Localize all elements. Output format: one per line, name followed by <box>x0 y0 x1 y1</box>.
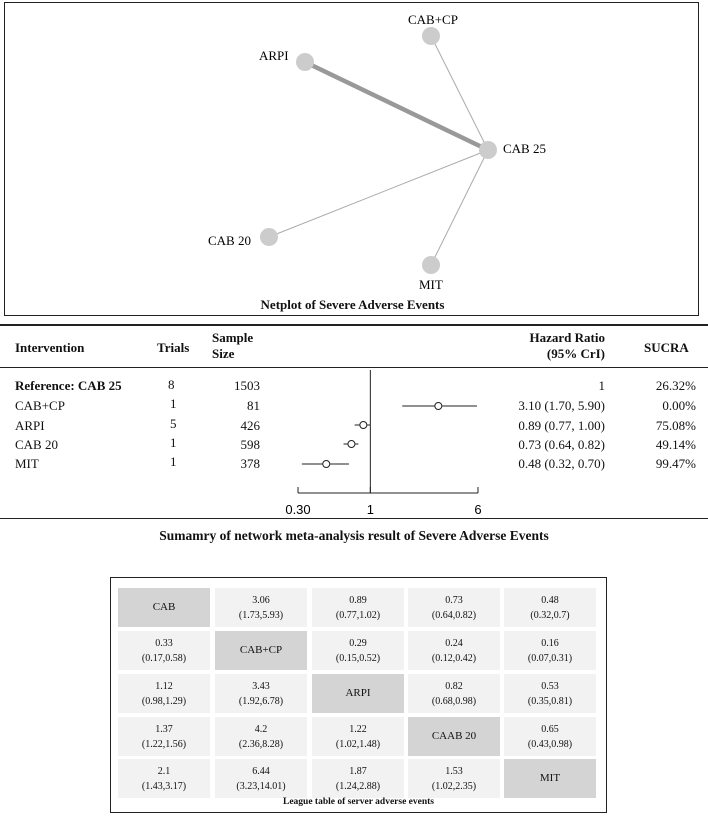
league-cell-ci: (0.98,1.29) <box>141 695 187 707</box>
league-diagonal-cell: CAB+CP <box>215 631 307 670</box>
league-cell <box>118 631 210 670</box>
league-cell-ci: (3.23,14.01) <box>236 780 286 792</box>
row-name: ARPI <box>15 418 45 433</box>
league-cell-ci: (0.35,0.81) <box>527 695 573 707</box>
row-name: CAB 20 <box>15 437 58 452</box>
league-cell <box>215 588 307 627</box>
netplot-graph <box>5 3 700 317</box>
league-cell <box>215 717 307 756</box>
header-sample-line1: Sample <box>212 330 254 345</box>
netplot-edge-arpi-cab25 <box>305 62 488 150</box>
netplot-node-arpi <box>296 53 314 71</box>
league-cell-value: 1.37 <box>155 723 173 735</box>
league-cell <box>118 759 210 798</box>
league-cell-value: 0.82 <box>445 680 463 692</box>
league-diagonal-cell: MIT <box>504 759 596 798</box>
forest-plot <box>280 368 500 518</box>
league-cell-ci: (1.02,1.48) <box>335 738 381 750</box>
netplot-caption: Netplot of Severe Adverse Events <box>260 297 445 312</box>
league-cell <box>118 674 210 713</box>
row-name: MIT <box>15 456 39 471</box>
forest-point-cab-20 <box>348 441 355 448</box>
forest-tick-label: 0.30 <box>285 502 311 517</box>
header-sucra: SUCRA <box>644 340 689 355</box>
league-diagonal-cell: CAAB 20 <box>408 717 500 756</box>
netplot-edge-cabcp-cab25 <box>431 36 488 150</box>
row-sample: 81 <box>247 398 260 413</box>
row-trials: 1 <box>170 396 177 411</box>
row-hr: 0.48 (0.32, 0.70) <box>518 456 605 471</box>
netplot-node-cab25 <box>479 141 497 159</box>
row-sucra: 75.08% <box>655 418 696 433</box>
row-sample: 378 <box>240 456 260 471</box>
netplot-node-label: CAB+CP <box>408 12 458 27</box>
forest-point-arpi <box>360 422 367 429</box>
league-cell-value: 0.48 <box>541 594 559 606</box>
league-cell-ci: (0.17,0.58) <box>141 652 187 664</box>
row-trials: 5 <box>170 416 177 431</box>
league-cell <box>312 717 404 756</box>
league-cell-value: 0.89 <box>349 594 367 606</box>
league-cell <box>504 588 596 627</box>
netplot-panel <box>4 2 699 316</box>
row-hr: 3.10 (1.70, 5.90) <box>518 398 605 413</box>
league-cell-ci: (0.77,1.02) <box>335 609 381 621</box>
league-cell-ci: (0.15,0.52) <box>335 652 381 664</box>
row-hr: 1 <box>598 378 605 393</box>
league-cell-value: 0.24 <box>445 637 463 649</box>
league-cell <box>504 674 596 713</box>
league-cell <box>118 717 210 756</box>
league-cell-ci: (0.64,0.82) <box>431 609 477 621</box>
league-cell-value: 0.33 <box>155 637 173 649</box>
netplot-node-label: ARPI <box>259 48 289 63</box>
league-table <box>110 577 607 813</box>
table-bottom-rule <box>0 518 708 519</box>
league-cell-ci: (0.68,0.98) <box>431 695 477 707</box>
header-hr-line2: (95% CrI) <box>546 346 605 361</box>
netplot-node-cabcp <box>422 27 440 45</box>
header-intervention: Intervention <box>15 340 85 355</box>
header-sample-line2: Size <box>212 346 235 361</box>
league-cell-ci: (1.73,5.93) <box>238 609 284 621</box>
league-cell-ci: (0.07,0.31) <box>527 652 573 664</box>
league-cell-value: 1.12 <box>155 680 173 692</box>
league-cell <box>312 631 404 670</box>
row-trials: 1 <box>170 435 177 450</box>
league-cell-ci: (2.36,8.28) <box>238 738 284 750</box>
league-cell-value: 6.44 <box>252 765 270 777</box>
league-cell-ci: (1.43,3.17) <box>141 780 187 792</box>
league-cell-ci: (0.12,0.42) <box>431 652 477 664</box>
row-hr: 0.73 (0.64, 0.82) <box>518 437 605 452</box>
row-sucra: 26.32% <box>655 378 696 393</box>
league-cell-value: 1.53 <box>445 765 463 777</box>
league-cell-ci: (1.92,6.78) <box>238 695 284 707</box>
row-sample: 1503 <box>234 378 260 393</box>
row-trials: 8 <box>168 377 175 392</box>
league-caption: League table of server adverse events <box>283 797 434 807</box>
league-cell-ci: (0.43,0.98) <box>527 738 573 750</box>
league-cell-ci: (1.24,2.88) <box>335 780 381 792</box>
row-sample: 426 <box>240 418 260 433</box>
league-cell-value: 0.29 <box>349 637 367 649</box>
league-cell-ci: (1.22,1.56) <box>141 738 187 750</box>
league-diagonal-cell: CAB <box>118 588 210 627</box>
netplot-node-label: CAB 20 <box>208 233 251 248</box>
league-cell <box>312 759 404 798</box>
league-cell-value: 1.22 <box>349 723 367 735</box>
header-hr-line1: Hazard Ratio <box>529 330 605 345</box>
header-trials: Trials <box>157 340 190 355</box>
forest-tick-label: 1 <box>366 502 374 517</box>
forest-point-cab-cp <box>435 403 442 410</box>
league-cell-ci: (1.02,2.35) <box>431 780 477 792</box>
netplot-node-mit <box>422 256 440 274</box>
league-cell <box>408 759 500 798</box>
league-cell-value: 3.06 <box>252 594 270 606</box>
league-cell <box>312 588 404 627</box>
league-cell-value: 0.16 <box>541 637 559 649</box>
league-cell <box>215 674 307 713</box>
netplot-node-cab20 <box>260 228 278 246</box>
netplot-node-label: CAB 25 <box>503 141 546 156</box>
row-name: Reference: CAB 25 <box>15 378 122 393</box>
netplot-edge-mit-cab25 <box>431 150 488 265</box>
row-sample: 598 <box>240 437 260 452</box>
league-cell-ci: (0.32,0.7) <box>530 609 570 621</box>
league-cell <box>215 759 307 798</box>
league-cell-value: 2.1 <box>157 765 171 777</box>
league-cell-value: 3.43 <box>252 680 270 692</box>
league-cell-value: 4.2 <box>254 723 268 735</box>
forest-point-mit <box>323 461 330 468</box>
summary-caption: Sumamry of network meta-analysis result of Severe Adverse Events <box>159 528 549 543</box>
row-sucra: 99.47% <box>655 456 696 471</box>
league-cell <box>408 631 500 670</box>
league-diagonal-cell: ARPI <box>312 674 404 713</box>
table-top-rule <box>0 324 708 326</box>
netplot-edge-cab20-cab25 <box>269 150 488 237</box>
league-cell <box>408 588 500 627</box>
netplot-node-label: MIT <box>419 277 443 292</box>
league-cell <box>504 717 596 756</box>
league-cell-value: 0.53 <box>541 680 559 692</box>
league-cell-value: 0.65 <box>541 723 559 735</box>
row-name: CAB+CP <box>15 398 65 413</box>
row-trials: 1 <box>170 454 177 469</box>
row-sucra: 0.00% <box>662 398 696 413</box>
league-cell <box>408 674 500 713</box>
league-cell-value: 0.73 <box>445 594 463 606</box>
row-hr: 0.89 (0.77, 1.00) <box>518 418 605 433</box>
row-sucra: 49.14% <box>655 437 696 452</box>
league-cell <box>504 631 596 670</box>
forest-tick-label: 6 <box>474 502 482 517</box>
league-cell-value: 1.87 <box>349 765 367 777</box>
